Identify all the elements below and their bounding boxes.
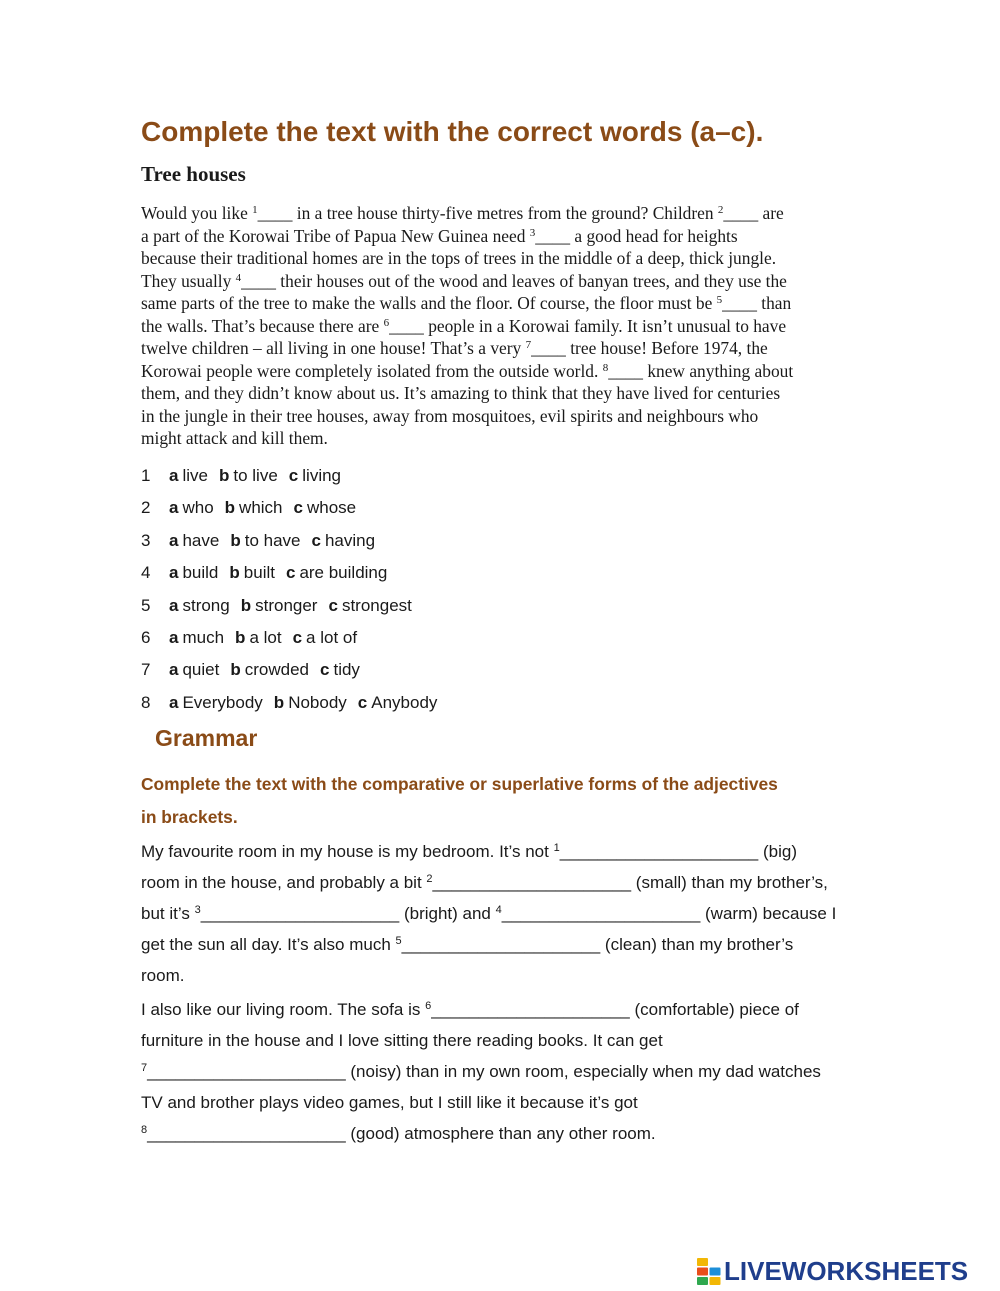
option-letter-c: c [328, 595, 338, 615]
grammar-line [141, 1087, 901, 1118]
grammar-line [141, 960, 901, 991]
gap-number: 2 [426, 873, 433, 885]
option-c-text: having [324, 530, 376, 550]
instruction-line: Complete the text with the comparative or superlative forms of the adjectives [141, 774, 778, 794]
story-fragment: ____ people in a Korowai family. It isn’t unusual to have [389, 315, 787, 336]
grammar-line [141, 836, 901, 867]
grammar-instructions [141, 768, 881, 834]
grammar-fragment: _____________________ (big) [559, 842, 797, 861]
option-b-text: a lot [249, 627, 282, 647]
option-letter-b: b [240, 595, 252, 615]
story-fragment: Korowai people were completely isolated from the outside world. [141, 360, 603, 381]
grammar-line [141, 929, 901, 960]
option-letter-a: a [169, 498, 179, 518]
logo-text: LIVEWORKSHEETS [724, 1255, 969, 1286]
gap-number: 1 [252, 204, 258, 216]
story-line [141, 225, 881, 248]
story-fragment: ____ than [722, 293, 792, 313]
grammar-line [141, 1118, 901, 1149]
option-letter-c: c [285, 563, 296, 583]
option-a-text: Everybody [182, 692, 263, 712]
grammar-exercise-text [141, 836, 901, 1149]
instruction-line: in brackets. [141, 807, 238, 827]
gap-number: 2 [717, 204, 724, 216]
grammar-fragment: _____________________ (good) atmosphere than any other room. [147, 1124, 656, 1143]
story-fragment: in the jungle in their tree houses, away from mosquitoes, evil spirits and neighbours who [141, 405, 759, 426]
option-number: 8 [141, 692, 151, 712]
grammar-fragment: _____________________ (warm) because I [501, 904, 837, 923]
option-c-text: are building [299, 563, 388, 583]
grammar-fragment: _____________________ (comfortable) piece of [431, 1000, 799, 1019]
option-a-text: much [182, 627, 225, 647]
option-letter-a: a [169, 627, 179, 647]
option-c-text: tidy [333, 660, 360, 680]
option-letter-c: c [311, 530, 321, 550]
gap-number: 7 [525, 339, 532, 351]
option-letter-a: a [169, 563, 179, 583]
option-row [141, 624, 841, 656]
story-fragment: They usually [141, 270, 236, 291]
story-fragment: Would you like [141, 203, 253, 223]
option-number: 2 [141, 498, 151, 518]
option-letter-b: b [230, 660, 241, 680]
option-number: 3 [141, 530, 151, 550]
option-number: 1 [141, 466, 151, 485]
grammar-fragment: but it’s [141, 904, 195, 923]
grammar-line [141, 867, 901, 898]
story-fragment: them, and they didn’t know about us. It’s amazing to think that they have lived for centuries [141, 383, 781, 403]
story-line [141, 405, 881, 428]
gap-number: 1 [553, 842, 560, 854]
story-line [141, 315, 881, 338]
option-number: 4 [141, 563, 151, 583]
page-title: Complete the text with the correct words (a–c). [141, 116, 764, 147]
story-line [141, 292, 881, 315]
gap-number: 6 [383, 316, 390, 329]
option-a-text: who [182, 498, 214, 518]
option-c-text: Anybody [371, 692, 438, 712]
story-fragment: a part of the Korowai Tribe of Papua New Guinea need [141, 225, 530, 246]
story-fragment: ____ in a tree house thirty-five metres from the ground? Children [257, 203, 718, 223]
option-row [141, 592, 841, 624]
gap-number: 6 [425, 1000, 432, 1012]
grammar-fragment: furniture in the house and I love sitting there reading books. It can get [141, 1031, 663, 1050]
option-row [141, 656, 841, 688]
option-a-text: live [182, 466, 208, 485]
gap-number: 4 [495, 904, 502, 916]
option-a-text: quiet [182, 660, 220, 680]
story-line [141, 247, 881, 270]
story-line [141, 337, 881, 360]
grammar-fragment: _____________________ (bright) and [200, 904, 496, 923]
grammar-fragment: My favourite room in my house is my bedroom. It’s not [141, 842, 554, 861]
option-c-text: a lot of [306, 627, 358, 647]
option-letter-c: c [293, 498, 303, 518]
option-letter-b: b [218, 466, 230, 485]
option-letter-b: b [224, 498, 236, 518]
grammar-fragment: room in the house, and probably a bit [141, 873, 427, 892]
option-letter-c: c [320, 660, 330, 680]
story-line [141, 382, 881, 405]
option-b-text: stronger [255, 595, 318, 615]
story-fragment: twelve children – all living in one house! That’s a very [141, 338, 526, 358]
gap-number: 5 [716, 294, 723, 306]
story-fragment: because their traditional homes are in the tops of trees in the middle of a deep, thick jungle. [141, 248, 777, 268]
option-letter-a: a [169, 595, 179, 615]
story-text [141, 202, 881, 450]
option-c-text: living [302, 466, 342, 485]
gap-number: 8 [602, 361, 609, 374]
story-fragment: ____ are [723, 203, 784, 223]
gap-number: 8 [141, 1124, 148, 1136]
option-c-text: whose [306, 498, 357, 518]
option-b-text: to have [244, 530, 301, 550]
story-line [141, 427, 881, 450]
gap-number: 7 [141, 1062, 148, 1074]
logo-blocks-icon [697, 1258, 721, 1285]
option-row [141, 527, 841, 559]
option-row [141, 559, 841, 591]
grammar-fragment: _____________________ (clean) than my brother’s [401, 935, 794, 954]
gap-number: 5 [395, 935, 402, 947]
option-row [141, 494, 841, 526]
story-fragment: ____ their houses out of the wood and leaves of banyan trees, and they use the [241, 270, 787, 291]
grammar-line [141, 898, 901, 929]
story-fragment: might attack and kill them. [141, 428, 328, 448]
option-b-text: built [243, 563, 275, 583]
grammar-fragment: room. [141, 966, 185, 985]
story-fragment: the walls. That’s because there are [141, 315, 384, 336]
story-title: Tree houses [141, 162, 246, 186]
option-letter-b: b [229, 563, 240, 583]
option-letter-a: a [169, 660, 179, 680]
option-c-text: strongest [341, 595, 412, 615]
gap-number: 3 [194, 904, 201, 916]
story-fragment: same parts of the tree to make the walls and the floor. Of course, the floor must be [141, 293, 717, 313]
story-fragment: ____ knew anything about [608, 360, 794, 381]
option-letter-a: a [169, 692, 179, 712]
option-b-text: which [239, 498, 283, 518]
option-letter-c: c [357, 692, 368, 712]
option-letter-c: c [288, 466, 299, 485]
grammar-heading: Grammar [155, 725, 258, 751]
story-line [141, 202, 881, 225]
option-b-text: crowded [244, 660, 309, 680]
option-letter-b: b [235, 627, 246, 647]
option-row [141, 689, 841, 721]
liveworksheets-logo [697, 1255, 968, 1287]
option-number: 7 [141, 660, 151, 680]
story-line [141, 270, 881, 293]
option-row [141, 462, 841, 494]
gap-number: 3 [529, 226, 536, 239]
option-letter-b: b [273, 692, 285, 712]
story-line [141, 360, 881, 383]
option-b-text: to live [233, 466, 278, 485]
grammar-fragment: _____________________ (noisy) than in my own room, especially when my dad watches [147, 1062, 821, 1081]
option-letter-a: a [169, 530, 179, 550]
grammar-fragment: TV and brother plays video games, but I still like it because it’s got [141, 1093, 638, 1112]
gap-number: 4 [235, 271, 242, 284]
option-number: 6 [141, 627, 151, 647]
grammar-fragment: _____________________ (small) than my brother’s, [432, 873, 828, 892]
option-a-text: strong [182, 595, 230, 615]
grammar-line [141, 1025, 901, 1056]
option-number: 5 [141, 595, 151, 615]
option-letter-a: a [169, 466, 179, 485]
option-a-text: have [182, 530, 220, 550]
story-fragment: ____ tree house! Before 1974, the [531, 338, 768, 358]
grammar-line [141, 1056, 901, 1087]
answer-options-list [141, 462, 841, 721]
option-a-text: build [182, 563, 219, 583]
option-letter-c: c [292, 627, 303, 647]
grammar-fragment: get the sun all day. It’s also much [141, 935, 396, 954]
grammar-fragment: I also like our living room. The sofa is [141, 1000, 426, 1019]
grammar-line [141, 994, 901, 1025]
option-b-text: Nobody [288, 692, 347, 712]
story-fragment: ____ a good head for heights [535, 225, 738, 246]
option-letter-b: b [230, 530, 241, 550]
